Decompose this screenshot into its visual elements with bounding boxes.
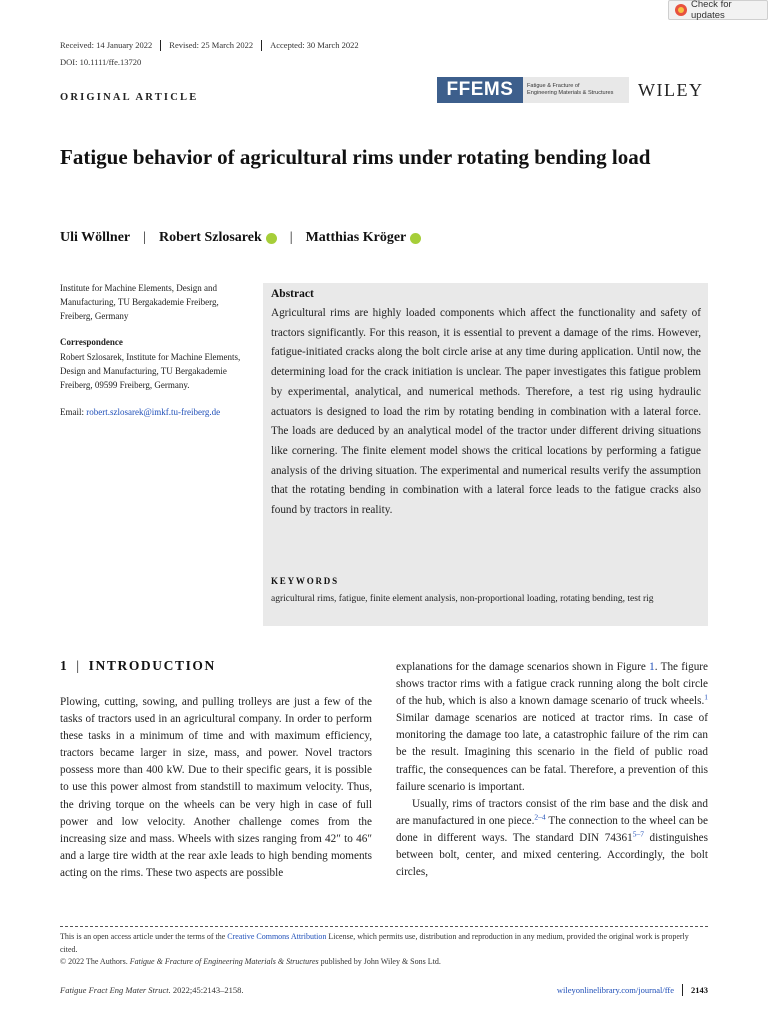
body-paragraph	[396, 796, 708, 881]
citation-link[interactable]: 1	[704, 692, 708, 702]
text-run: Usually, rims of tractors consist of the rim base and the disk and are manufactured in one piece.	[396, 797, 708, 827]
footer-divider	[60, 926, 708, 927]
article-dates	[60, 40, 367, 51]
figure-link[interactable]: 1	[649, 661, 655, 673]
orcid-icon[interactable]	[410, 233, 421, 244]
affiliation: Institute for Machine Elements, Design and Manufacturing, TU Bergakademie Freiberg, Freiberg, Germany	[60, 283, 219, 321]
license-note	[60, 931, 708, 956]
correspondence-heading: Correspondence	[60, 337, 123, 347]
author-1[interactable]	[60, 230, 130, 246]
author-2[interactable]	[159, 230, 277, 246]
copyright-note	[60, 957, 441, 966]
journal-citation	[60, 985, 243, 995]
abstract-text: Agricultural rims are highly loaded components which affect the functionality and safety of tractors significantly. For this reason, it is essential to prevent a damage of the rims. However, fatigue-initiated cracks along the bolt circle arise at any time during application. Until now, the determining load for the crack initiation is unclear. The paper investigates this fatigue problem by experimental, analytical, and numerical methods. Therefore, a test rig using hydraulic actuators is designed to load the rim by rotating bending in combination with a lateral force. The loads are deduced by an analytical model of the tractor under different driving situations like cornering. The finite element model shows the critical locations by performing a fatigue analysis of the driving situation. The experimental and numerical results verify the assumption that the rotating bending in combination with a lateral force leads to the fatigue cracks also found by tractors in reality.	[271, 307, 701, 517]
author-name: Robert Szlosarek	[158, 230, 262, 245]
accepted-date: Accepted: 30 March 2022	[261, 40, 367, 51]
correspondence-email	[60, 407, 220, 417]
email-link[interactable]: robert.szlosarek@imkf.tu-freiberg.de	[86, 407, 221, 417]
author-3[interactable]	[306, 230, 422, 246]
body-column-right	[396, 659, 708, 881]
text-run: This is an open access article under the terms of the	[60, 932, 228, 941]
footer-right	[557, 984, 708, 996]
author-name: Uli Wöllner	[60, 230, 131, 245]
author-name: Matthias Kröger	[305, 230, 407, 245]
text-run: published by John Wiley & Sons Ltd.	[318, 957, 441, 966]
author-separator: |	[143, 230, 146, 245]
text-run: © 2022 The Authors.	[60, 957, 130, 966]
journal-abbrev: Fatigue Fract Eng Mater Struct.	[60, 985, 171, 995]
author-separator: |	[289, 230, 293, 245]
keywords-text: agricultural rims, fatigue, finite element analysis, non-proportional loading, rotating bending, test rig	[271, 594, 654, 604]
section-title: INTRODUCTION	[88, 658, 216, 673]
citation-link[interactable]: 5–7	[632, 829, 644, 839]
text-run: distinguishes between bolt, center, and mixed centering. Accordingly, the bolt circles,	[396, 831, 708, 879]
check-for-updates-button[interactable]	[668, 0, 768, 20]
text-run: The connection to the wheel can be done in different ways. The standard DIN 74361	[396, 814, 708, 844]
keywords-heading: KEYWORDS	[271, 576, 339, 586]
ffems-line-2: Engineering Materials & Structures	[527, 90, 614, 96]
check-for-updates-label: Check for updates	[691, 0, 732, 21]
section-number: 1	[60, 658, 69, 673]
correspondence-address: Robert Szlosarek, Institute for Machine Elements, Design and Manufacturing, TU Bergakademie Freiberg, 09599 Freiberg, Germany.	[60, 352, 241, 390]
crossmark-icon	[675, 4, 687, 16]
ffems-logo	[437, 77, 629, 103]
author-list	[60, 230, 421, 246]
received-date: Received: 14 January 2022	[60, 40, 153, 50]
ffems-line-1: Fatigue & Fracture of	[527, 83, 580, 89]
ffems-logo-mark: FFEMS	[437, 77, 523, 103]
article-type: ORIGINAL ARTICLE	[60, 92, 199, 103]
text-run: explanations for the damage scenarios shown in Figure	[396, 661, 650, 673]
section-heading	[60, 658, 216, 674]
citation-text: 2022;45:2143–2158.	[170, 985, 244, 995]
ffems-logo-text	[523, 83, 613, 97]
orcid-icon[interactable]	[266, 233, 277, 244]
body-paragraph: Plowing, cutting, sowing, and pulling trolleys are just a few of the tasks of tractors used in an agricultural company. In order to perform these tasks in a minimum of time and with maximum efficiency, tractors became larger in size, mass, and power. Novel tractors possess more than 400 kW. Due to their specific gears, it is possible to use this power almost from standstill to maximum velocity. Thus, the driving torque on the wheels can be very high in case of full power and low velocity. Another challenge comes from the increasing size and mass. Wheels with sizes ranging from 42″ to 46″ and a large tire width at the rear axle leads to high bending moments acting on the rims. These two aspects are possible	[60, 696, 372, 879]
journal-url-link[interactable]: wileyonlinelibrary.com/journal/ffe	[557, 984, 683, 996]
text-run: Similar damage scenarios are noticed at tractor rims. In case of monitoring the damage too late, a catastrophic failure of the rim can be the result. Imagining this scenario in the field of public road traffic, the consequences can be fatal. Therefore, a prevention of this failure scenario is important.	[396, 712, 708, 793]
text-run: . The figure shows tractor rims with a fatigue crack running along the bolt circle of the hub, which is also a known damage scenario of truck wheels.	[396, 661, 708, 708]
body-paragraph	[396, 659, 708, 796]
paper-title: Fatigue behavior of agricultural rims under rotating bending load	[60, 145, 651, 169]
email-label: Email:	[60, 407, 84, 417]
revised-date: Revised: 25 March 2022	[160, 40, 261, 51]
page-number: 2143	[691, 985, 708, 995]
section-separator: |	[76, 658, 81, 673]
abstract-heading: Abstract	[271, 288, 314, 300]
body-column-left	[60, 694, 372, 882]
license-link[interactable]: Creative Commons Attribution	[227, 932, 327, 941]
journal-name: Fatigue & Fracture of Engineering Materials & Structures	[129, 957, 319, 966]
publisher-logo: WILEY	[638, 80, 704, 100]
citation-link[interactable]: 2–4	[534, 812, 546, 822]
doi: DOI: 10.1111/ffe.13720	[60, 57, 142, 67]
text-run: License, which permits use, distribution and reproduction in any medium, provided the original work is properly cited.	[60, 932, 689, 954]
